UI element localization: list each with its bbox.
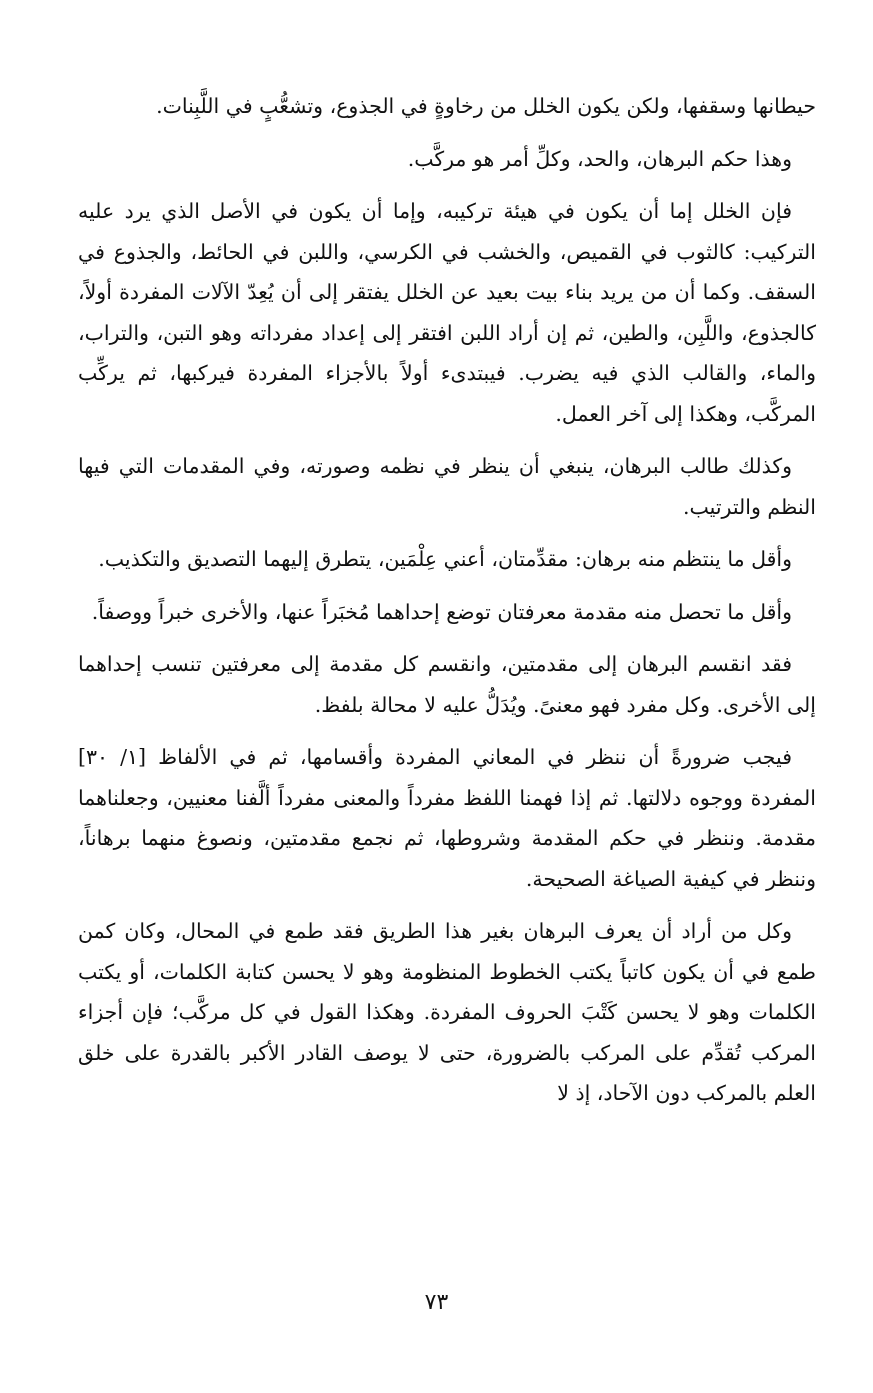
paragraph-2: وهذا حكم البرهان، والحد، وكلِّ أمر هو مركَّب. <box>407 146 792 171</box>
paragraph-9: وكل من أراد أن يعرف البرهان بغير هذا الطريق فقد طمع في المحال، وكان كمن طمع في أن يكون كاتباً يكتب الخطوط المنظومة وهو لا يحسن كتابة الكلمات، أو يكتب الكلمات وهو لا يحسن كَتْبَ الحروف المفردة. وهكذا القول في كل مركَّب؛ فإن أجزاء المركب تُقدِّم على المركب بالضرورة، حتى لا يوصف القادر الأكبر بالقدرة على خلق العلم بالمركب دون الآحاد، إذ لا <box>78 919 816 1105</box>
paragraph-3: فإن الخلل إما أن يكون في هيئة تركيبه، وإما أن يكون في الأصل الذي يرد عليه التركيب: كالثوب في القميص، والخشب في الكرسي، واللبن في الحائط، والجذوع في السقف. وكما أن من يريد بناء بيت بعيد عن الخلل يفتقر إلى أن يُعِدّ الآلات المفردة أولاً، كالجذوع، واللَّبِن، والطين، ثم إن أراد اللبن افتقر إلى إعداد مفرداته وهو التبن، والتراب، والماء، والقالب الذي فيه يضرب. فيبتدىء أولاً بالأجزاء المفردة فيركبها، ثم يركِّب المركَّب، وهكذا إلى آخر العمل. <box>78 199 816 426</box>
paragraph-4: وكذلك طالب البرهان، ينبغي أن ينظر في نظمه وصورته، وفي المقدمات التي فيها النظم والترتيب. <box>78 454 816 519</box>
paragraph-1: حيطانها وسقفها، ولكن يكون الخلل من رخاوةٍ في الجذوع، وتشعُّبٍ في اللَّبِنات. <box>156 94 816 118</box>
paragraph-7: فقد انقسم البرهان إلى مقدمتين، وانقسم كل مقدمة إلى معرفتين تنسب إحداهما إلى الأخرى. وكل مفرد فهو معنىً. ويُدَلُّ عليه لا محالة بلفظ. <box>78 652 816 717</box>
paragraph-5: وأقل ما ينتظم منه برهان: مقدِّمتان، أعني عِلْمَين، يتطرق إليهما التصديق والتكذيب. <box>98 547 792 571</box>
page-body <box>78 86 816 1126</box>
paragraph-6: وأقل ما تحصل منه مقدمة معرفتان توضع إحداهما مُخبَراً عنها، والأخرى خبراً ووصفاً. <box>91 599 792 624</box>
page-number: ٧٣ <box>424 1290 449 1315</box>
paragraph-8: فيجب ضرورةً أن ننظر في المعاني المفردة وأقسامها، ثم في الألفاظ [١/ ٣٠] المفردة ووجوه دلالتها. ثم إذا فهمنا اللفظ مفرداً والمعنى مفرداً ألَّفنا معنيين، وجعلناهما مقدمة. وننظر في حكم المقدمة وشروطها، ثم نجمع مقدمتين، ونصوغ منهما برهاناً، وننظر في كيفية الصياغة الصحيحة. <box>78 745 816 891</box>
